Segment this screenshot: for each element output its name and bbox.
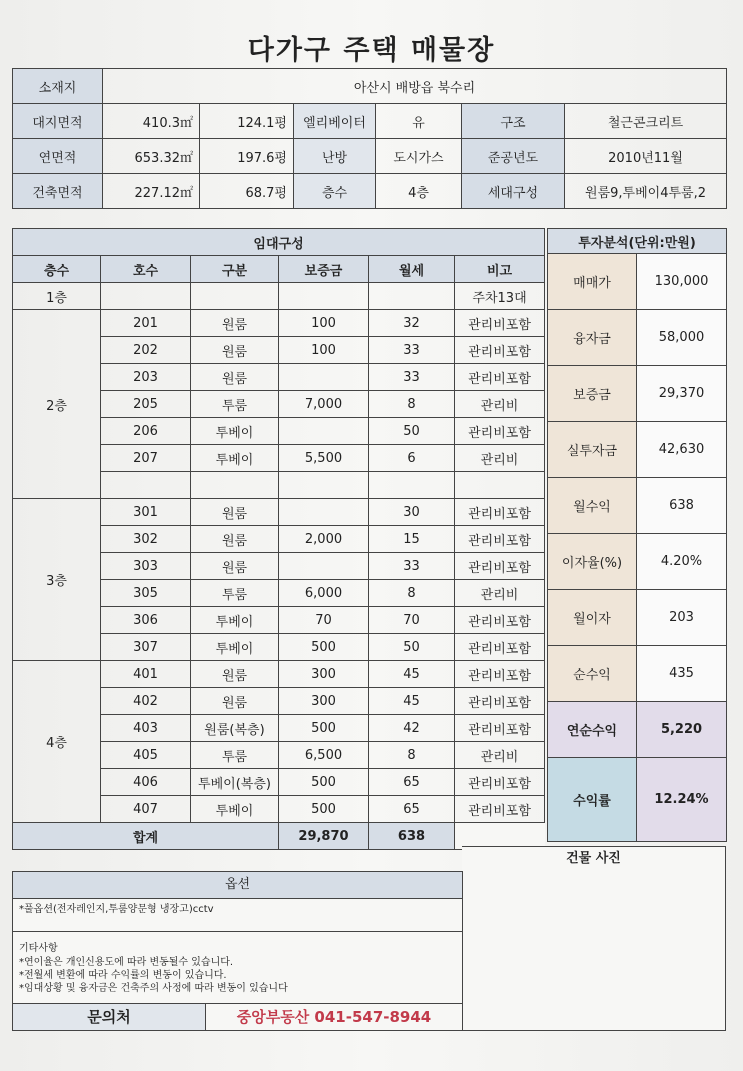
monthly-cell: 70 <box>369 607 455 634</box>
note-cell: 관리비포함 <box>455 688 545 715</box>
note-cell: 관리비포함 <box>455 715 545 742</box>
options-header <box>12 871 463 899</box>
room-cell <box>101 472 191 499</box>
floor-area-label: 연면적 <box>13 139 103 174</box>
contact-value-cell <box>205 1003 463 1031</box>
room-cell: 401 <box>101 661 191 688</box>
type-cell: 투베이 <box>191 634 279 661</box>
location-value: 아산시 배방읍 북수리 <box>103 69 727 104</box>
floor-area-py: 197.6평 <box>200 139 294 174</box>
floor-cell: 2층 <box>13 310 101 499</box>
col-header-floor: 층수 <box>13 256 101 283</box>
note-cell: 관리비 <box>455 445 545 472</box>
note-cell: 관리비포함 <box>455 310 545 337</box>
deposit-cell: 70 <box>279 607 369 634</box>
room-cell: 201 <box>101 310 191 337</box>
deposit-cell: 6,000 <box>279 580 369 607</box>
notes-line: *임대상황 및 융자금은 건축주의 사정에 따라 변동이 있습니다 <box>19 983 288 994</box>
type-cell: 원룸 <box>191 553 279 580</box>
yield-value: 12.24% <box>637 758 727 842</box>
monthly-cell: 30 <box>369 499 455 526</box>
interest-rate-label: 이자율(%) <box>548 534 637 590</box>
deposit-cell <box>279 418 369 445</box>
floor-cell: 4층 <box>13 661 101 823</box>
monthly-cell: 45 <box>369 661 455 688</box>
type-cell: 원룸(복층) <box>191 715 279 742</box>
total-label: 합계 <box>13 823 279 850</box>
page-title: 다가구 주택 매물장 <box>247 35 496 66</box>
notes-box <box>12 931 463 1004</box>
floors-label: 층수 <box>294 174 376 209</box>
note-cell: 관리비포함 <box>455 634 545 661</box>
rent-section-title: 임대구성 <box>13 229 545 256</box>
total-monthly: 638 <box>369 823 455 850</box>
room-cell: 403 <box>101 715 191 742</box>
rent-table <box>12 228 545 850</box>
monthly-cell: 33 <box>369 364 455 391</box>
elevator-label: 엘리베이터 <box>294 104 376 139</box>
loan-label: 융자금 <box>548 310 637 366</box>
monthly-cell: 50 <box>369 418 455 445</box>
completion-value: 2010년11월 <box>565 139 727 174</box>
net-income-label: 순수익 <box>548 646 637 702</box>
type-cell: 투베이 <box>191 445 279 472</box>
note-cell: 관리비포함 <box>455 364 545 391</box>
monthly-cell: 33 <box>369 337 455 364</box>
room-cell: 406 <box>101 769 191 796</box>
table-row <box>13 499 545 526</box>
type-cell: 투룸 <box>191 580 279 607</box>
deposit-cell <box>279 499 369 526</box>
notes-line: *연이율은 개인신용도에 따라 변동될수 있습니다. <box>19 957 234 968</box>
monthly-cell: 65 <box>369 769 455 796</box>
building-area-m2: 227.12㎡ <box>103 174 200 209</box>
note-cell: 관리비포함 <box>455 769 545 796</box>
contact-label: 문의처 <box>87 1008 131 1026</box>
property-info-table <box>12 68 727 209</box>
deposit-value: 29,370 <box>637 366 727 422</box>
monthly-cell: 8 <box>369 391 455 418</box>
type-cell: 원룸 <box>191 688 279 715</box>
type-cell <box>191 472 279 499</box>
table-row <box>13 310 545 337</box>
structure-value: 철근콘크리트 <box>565 104 727 139</box>
monthly-cell: 8 <box>369 742 455 769</box>
note-cell: 관리비포함 <box>455 661 545 688</box>
notes-title: 기타사항 <box>19 943 58 954</box>
type-cell: 투룸 <box>191 391 279 418</box>
deposit-cell: 500 <box>279 769 369 796</box>
room-cell: 402 <box>101 688 191 715</box>
deposit-cell: 300 <box>279 688 369 715</box>
col-header-deposit: 보증금 <box>279 256 369 283</box>
total-deposit: 29,870 <box>279 823 369 850</box>
deposit-cell: 5,500 <box>279 445 369 472</box>
monthly-income-value: 638 <box>637 478 727 534</box>
type-cell: 투베이(복층) <box>191 769 279 796</box>
elevator-value: 유 <box>376 104 462 139</box>
room-cell: 306 <box>101 607 191 634</box>
heating-label: 난방 <box>294 139 376 174</box>
heating-value: 도시가스 <box>376 139 462 174</box>
deposit-cell: 500 <box>279 634 369 661</box>
col-header-note: 비고 <box>455 256 545 283</box>
building-area-label: 건축면적 <box>13 174 103 209</box>
household-value: 원룸9,투베이4투룸,2 <box>565 174 727 209</box>
note-cell: 관리비포함 <box>455 526 545 553</box>
note-cell: 관리비포함 <box>455 418 545 445</box>
room-cell: 301 <box>101 499 191 526</box>
yield-label: 수익률 <box>548 758 637 842</box>
monthly-cell: 42 <box>369 715 455 742</box>
room-cell: 206 <box>101 418 191 445</box>
notes-line: *전월세 변환에 따라 수익률의 변동이 있습니다. <box>19 970 227 981</box>
deposit-cell: 100 <box>279 310 369 337</box>
sale-price-label: 매매가 <box>548 254 637 310</box>
deposit-cell: 500 <box>279 796 369 823</box>
table-row <box>13 283 545 310</box>
interest-rate-value: 4.20% <box>637 534 727 590</box>
investment-table <box>547 228 727 842</box>
monthly-cell: 33 <box>369 553 455 580</box>
col-header-monthly: 월세 <box>369 256 455 283</box>
note-cell: 관리비포함 <box>455 553 545 580</box>
monthly-cell: 15 <box>369 526 455 553</box>
note-cell: 관리비포함 <box>455 796 545 823</box>
completion-label: 준공년도 <box>462 139 565 174</box>
deposit-cell: 7,000 <box>279 391 369 418</box>
note-cell: 관리비포함 <box>455 607 545 634</box>
building-photo-label: 건물 사진 <box>566 851 621 866</box>
deposit-cell: 100 <box>279 337 369 364</box>
room-cell: 302 <box>101 526 191 553</box>
note-cell: 관리비 <box>455 742 545 769</box>
deposit-cell <box>279 472 369 499</box>
room-cell: 202 <box>101 337 191 364</box>
type-cell: 투룸 <box>191 742 279 769</box>
note-cell: 관리비포함 <box>455 337 545 364</box>
land-area-m2: 410.3㎡ <box>103 104 200 139</box>
deposit-cell: 6,500 <box>279 742 369 769</box>
deposit-cell: 2,000 <box>279 526 369 553</box>
monthly-cell: 50 <box>369 634 455 661</box>
room-cell: 405 <box>101 742 191 769</box>
room-cell: 307 <box>101 634 191 661</box>
type-cell: 원룸 <box>191 661 279 688</box>
deposit-cell <box>279 364 369 391</box>
floor-cell: 1층 <box>13 283 101 310</box>
household-label: 세대구성 <box>462 174 565 209</box>
monthly-interest-label: 월이자 <box>548 590 637 646</box>
monthly-cell <box>369 472 455 499</box>
note-cell <box>455 472 545 499</box>
floor-cell: 3층 <box>13 499 101 661</box>
monthly-income-label: 월수익 <box>548 478 637 534</box>
monthly-cell: 8 <box>369 580 455 607</box>
type-cell: 투베이 <box>191 607 279 634</box>
room-cell: 305 <box>101 580 191 607</box>
investment-title: 투자분석(단위:만원) <box>548 229 727 254</box>
building-photo-header <box>462 846 726 872</box>
type-cell: 원룸 <box>191 337 279 364</box>
col-header-type: 구분 <box>191 256 279 283</box>
monthly-cell: 45 <box>369 688 455 715</box>
room-cell: 203 <box>101 364 191 391</box>
options-text: *풀옵션(전자레인지,투룸양문형 냉장고)cctv <box>19 904 214 915</box>
land-area-py: 124.1평 <box>200 104 294 139</box>
actual-investment-value: 42,630 <box>637 422 727 478</box>
type-cell: 원룸 <box>191 526 279 553</box>
room-cell: 205 <box>101 391 191 418</box>
monthly-interest-value: 203 <box>637 590 727 646</box>
building-photo-area <box>462 871 726 1031</box>
note-cell: 주차13대 <box>455 283 545 310</box>
type-cell: 원룸 <box>191 499 279 526</box>
loan-value: 58,000 <box>637 310 727 366</box>
options-title: 옵션 <box>224 877 251 892</box>
deposit-cell: 500 <box>279 715 369 742</box>
floors-value: 4층 <box>376 174 462 209</box>
deposit-cell <box>279 553 369 580</box>
type-cell: 원룸 <box>191 364 279 391</box>
deposit-cell: 300 <box>279 661 369 688</box>
building-area-py: 68.7평 <box>200 174 294 209</box>
table-row <box>13 661 545 688</box>
actual-investment-label: 실투자금 <box>548 422 637 478</box>
annual-net-value: 5,220 <box>637 702 727 758</box>
type-cell: 투베이 <box>191 418 279 445</box>
monthly-cell: 32 <box>369 310 455 337</box>
deposit-label: 보증금 <box>548 366 637 422</box>
land-area-label: 대지면적 <box>13 104 103 139</box>
structure-label: 구조 <box>462 104 565 139</box>
room-cell: 303 <box>101 553 191 580</box>
location-label: 소재지 <box>13 69 103 104</box>
note-cell: 관리비포함 <box>455 499 545 526</box>
col-header-room: 호수 <box>101 256 191 283</box>
type-cell: 투베이 <box>191 796 279 823</box>
monthly-cell: 65 <box>369 796 455 823</box>
contact-value: 중앙부동산 041-547-8944 <box>236 1008 432 1026</box>
options-body <box>12 898 463 932</box>
note-cell: 관리비 <box>455 580 545 607</box>
room-cell: 407 <box>101 796 191 823</box>
monthly-cell: 6 <box>369 445 455 472</box>
contact-label-cell <box>12 1003 206 1031</box>
type-cell: 원룸 <box>191 310 279 337</box>
annual-net-label: 연순수익 <box>548 702 637 758</box>
net-income-value: 435 <box>637 646 727 702</box>
note-cell: 관리비 <box>455 391 545 418</box>
room-cell: 207 <box>101 445 191 472</box>
sale-price-value: 130,000 <box>637 254 727 310</box>
floor-area-m2: 653.32㎡ <box>103 139 200 174</box>
